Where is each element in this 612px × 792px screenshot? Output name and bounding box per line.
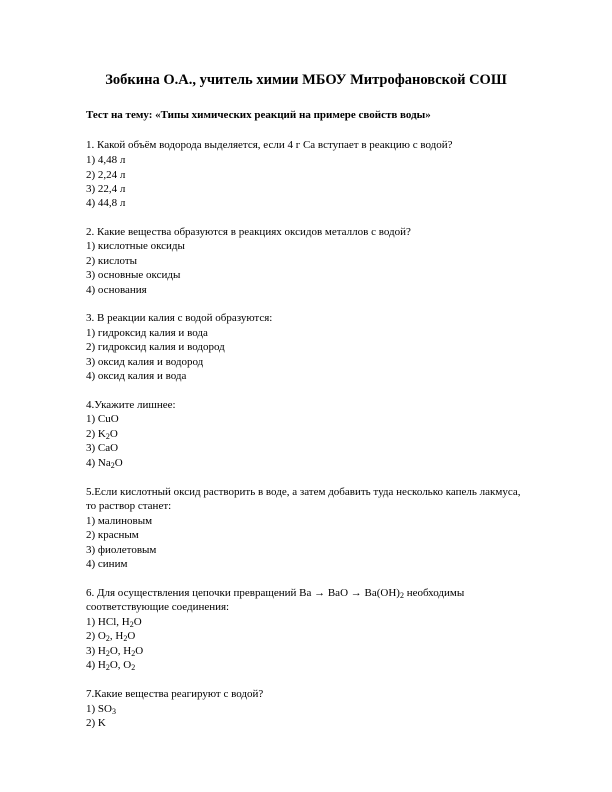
question-6-option-2: 2) $O_2$, $H_2O$ xyxy=(86,630,136,643)
question-6-option-4: 4) $H_2O$, $O_2$ xyxy=(86,659,136,672)
question-1-option-2: 2) 2,24 л xyxy=(86,169,126,181)
question-7-text: 7.Какие вещества реагируют с водой? xyxy=(86,688,264,700)
test-title: Тест на тему: «Типы химических реакций на примере свойств воды» xyxy=(86,109,431,121)
question-4-option-1: 1) CuO xyxy=(86,413,119,425)
question-3-option-1: 1) гидроксид калия и вода xyxy=(86,327,208,339)
question-2-option-1: 1) кислотные оксиды xyxy=(86,240,185,252)
question-7-option-1: 1) $SO_3$ xyxy=(86,703,116,716)
question-5-option-4: 4) синим xyxy=(86,558,128,570)
question-5-option-1: 1) малиновым xyxy=(86,515,153,527)
question-1-option-4: 4) 44,8 л xyxy=(86,197,126,209)
question-3-option-3: 3) оксид калия и водород xyxy=(86,356,204,368)
question-2-text: 2. Какие вещества образуются в реакциях оксидов металлов с водой? xyxy=(86,226,411,238)
question-3-text: 3. В реакции калия с водой образуются: xyxy=(86,312,273,324)
question-3-option-2: 2) гидроксид калия и водород xyxy=(86,341,225,353)
question-4-option-2: 2) $K_2O$ xyxy=(86,428,118,441)
question-1-text: 1. Какой объём водорода выделяется, если 4 г Са вступает в реакцию с водой? xyxy=(86,139,453,151)
question-4-option-3: 3) CaO xyxy=(86,442,119,454)
question-6-text-line-2: соответствующие соединения: xyxy=(86,601,230,613)
question-5-text-line-1: 5.Если кислотный оксид растворить в воде, а затем добавить туда несколько капель лакмуса, xyxy=(86,486,521,498)
question-3-option-4: 4) оксид калия и вода xyxy=(86,370,187,382)
question-2-option-4: 4) основания xyxy=(86,284,147,296)
question-5-option-3: 3) фиолетовым xyxy=(86,544,157,556)
question-1-option-3: 3) 22,4 л xyxy=(86,183,126,195)
question-5-text-line-2: то раствор станет: xyxy=(86,500,172,512)
question-6-option-1: 1) HCl, $H_2O$ xyxy=(86,616,142,629)
question-4-option-4: 4) $Na_2O$ xyxy=(86,457,123,470)
question-7-option-2: 2) K xyxy=(86,717,106,729)
author-header: Зобкина О.А., учитель химии МБОУ Митрофановской СОШ xyxy=(105,72,507,88)
question-1-option-1: 1) 4,48 л xyxy=(86,154,126,166)
question-4-text: 4.Укажите лишнее: xyxy=(86,399,176,411)
question-6-text-line-1: 6. Для осуществления цепочки превращений Ba → BaO → $Ba(OH)_2$ необходимы xyxy=(86,587,465,600)
question-2-option-3: 3) основные оксиды xyxy=(86,269,181,281)
question-5-option-2: 2) красным xyxy=(86,529,139,541)
question-2-option-2: 2) кислоты xyxy=(86,255,138,267)
question-6-option-3: 3) $H_2O$, $H_2O$ xyxy=(86,645,144,658)
